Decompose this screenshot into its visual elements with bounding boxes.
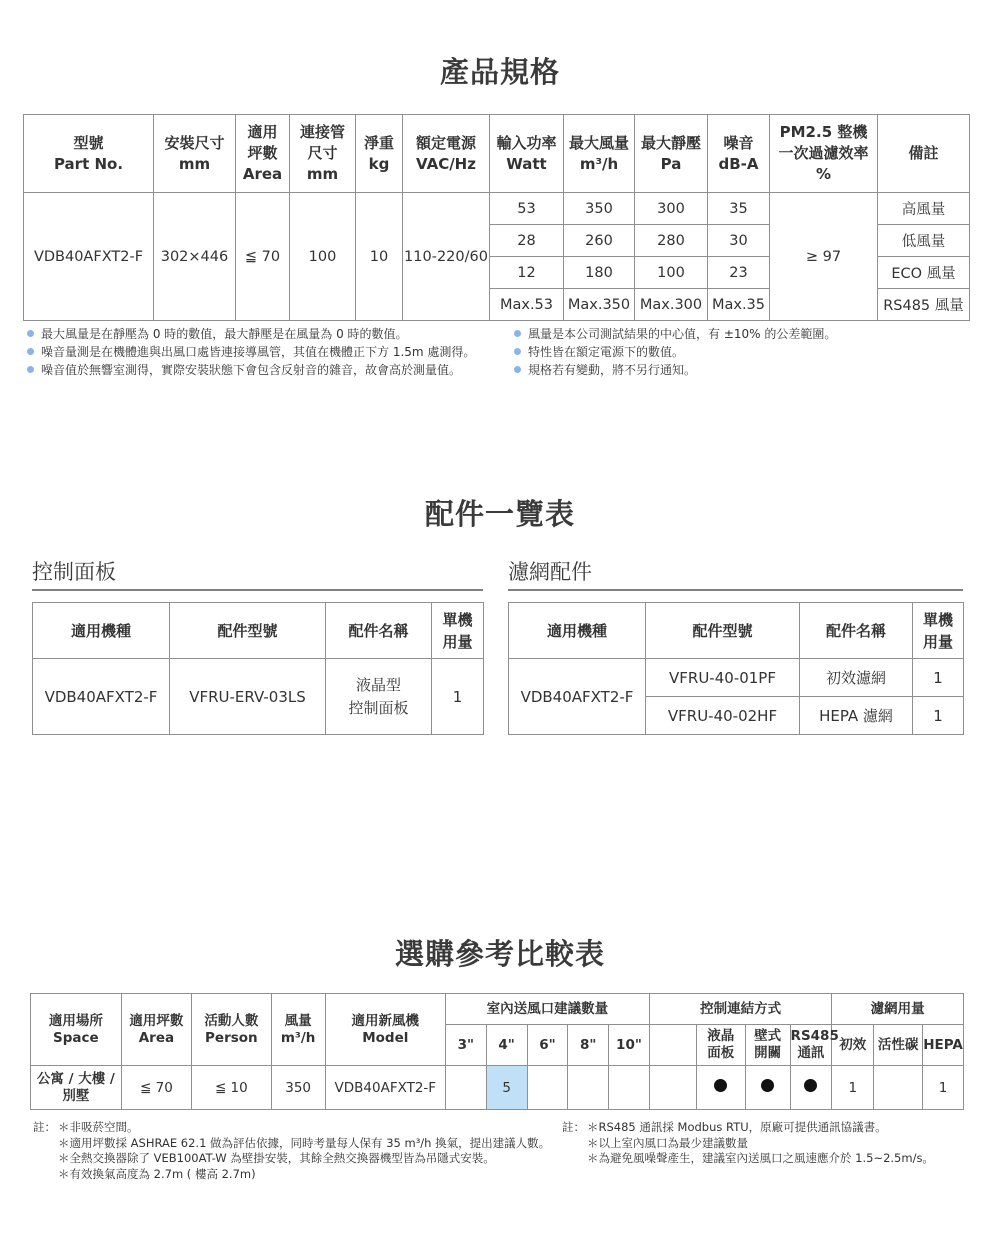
cell-control-lcd <box>696 1066 745 1110</box>
cell-pressure: 280 <box>635 225 708 257</box>
header-airflow: 風量 m³/h <box>271 994 325 1066</box>
header-filter-carbon: 活性碳 <box>874 1025 923 1066</box>
filled-circle-icon <box>761 1079 774 1092</box>
cell-pipe: 100 <box>290 193 356 321</box>
header-pipe: 連接管 尺寸 mm <box>290 115 356 193</box>
cell-filter-primary: 1 <box>832 1066 874 1110</box>
header-control-rs485: RS485 通訊 <box>790 1025 832 1066</box>
header-area: 適用 坪數 Area <box>236 115 290 193</box>
cell-outlet-10 <box>609 1066 650 1110</box>
compare-table <box>30 993 964 1110</box>
header-control-wall: 壁式 開關 <box>745 1025 790 1066</box>
cell-qty: 1 <box>913 659 964 697</box>
filled-circle-icon <box>804 1079 817 1092</box>
header-space: 適用場所 Space <box>31 994 122 1066</box>
cell-outlet-4: 5 <box>486 1066 527 1110</box>
header-weight: 淨重 kg <box>356 115 403 193</box>
cell-filter-carbon <box>874 1066 923 1110</box>
header-control-spacer <box>649 1025 696 1066</box>
cell-pressure: 100 <box>635 257 708 289</box>
cell-input: 12 <box>490 257 564 289</box>
cell-person: ≦ 10 <box>192 1066 272 1110</box>
cell-control-spacer <box>649 1066 696 1110</box>
cell-remark: 高風量 <box>878 193 970 225</box>
bullet-dot-icon <box>514 366 521 373</box>
filter-heading: 濾網配件 <box>508 560 592 584</box>
cell-noise: Max.35 <box>708 289 770 321</box>
header-noise: 噪音 dB-A <box>708 115 770 193</box>
cell-part: VFRU-ERV-03LS <box>170 659 326 735</box>
cell-pressure: Max.300 <box>635 289 708 321</box>
cell-outlet-8 <box>568 1066 609 1110</box>
cell-filter-hepa: 1 <box>923 1066 964 1110</box>
cell-name: HEPA 濾網 <box>800 697 913 735</box>
header-part-name: 配件名稱 <box>326 603 432 659</box>
cell-remark: ECO 風量 <box>878 257 970 289</box>
cell-size: 302×446 <box>154 193 236 321</box>
note-line: ＊全熱交換器除了 VEB100AT-W 為壁掛安裝，其餘全熱交換器機型皆為吊隱式安裝。 <box>58 1151 495 1165</box>
note-item: 最大風量是在靜壓為 0 時的數值，最大靜壓是在風量為 0 時的數值。 <box>25 325 475 343</box>
spec-notes-right <box>512 325 836 379</box>
spec-notes-left <box>25 325 475 379</box>
cell-remark: 低風量 <box>878 225 970 257</box>
header-filter-hepa: HEPA <box>923 1025 964 1066</box>
header-filter-group: 濾網用量 <box>832 994 964 1025</box>
cell-noise: 30 <box>708 225 770 257</box>
header-airflow: 最大風量 m³/h <box>564 115 635 193</box>
header-outlet-group: 室內送風口建議數量 <box>445 994 649 1025</box>
cell-airflow: 350 <box>271 1066 325 1110</box>
header-input: 輸入功率 Watt <box>490 115 564 193</box>
header-part-no: 配件型號 <box>646 603 800 659</box>
cell-noise: 35 <box>708 193 770 225</box>
note-line: ＊RS485 通訊採 Modbus RTU，原廠可提供通訊協議書。 <box>587 1120 887 1134</box>
cell-weight: 10 <box>356 193 403 321</box>
cell-input: 53 <box>490 193 564 225</box>
filter-divider <box>508 589 963 591</box>
note-line: ＊為避免風噪聲產生，建議室內送風口之風速應介於 1.5~2.5m/s。 <box>587 1151 934 1165</box>
bullet-dot-icon <box>27 366 34 373</box>
header-filter-primary: 初效 <box>832 1025 874 1066</box>
header-control-lcd: 液晶 面板 <box>696 1025 745 1066</box>
note-line: ＊有效換氣高度為 2.7m ( 樓高 2.7m) <box>58 1166 256 1181</box>
cell-airflow: 350 <box>564 193 635 225</box>
cell-qty: 1 <box>432 659 484 735</box>
compare-notes-left <box>33 1120 550 1182</box>
cell-power: 110-220/60 <box>403 193 490 321</box>
cell-model: VDB40AFXT2-F <box>509 659 646 735</box>
cell-part: VFRU-40-02HF <box>646 697 800 735</box>
control-panel-divider <box>32 589 483 591</box>
compare-notes-right <box>562 1120 934 1167</box>
control-panel-table <box>32 602 484 735</box>
note-item: 風量是本公司測試結果的中心值，有 ±10% 的公差範圍。 <box>512 325 836 343</box>
note-line: ＊以上室內風口為最少建議數量 <box>587 1135 748 1150</box>
cell-airflow: 180 <box>564 257 635 289</box>
header-remark: 備註 <box>878 115 970 193</box>
notes-label: 註： <box>562 1120 585 1134</box>
spec-title: 產品規格 <box>439 55 560 89</box>
note-line: ＊適用坪數採 ASHRAE 62.1 做為評估依據，同時考量每人保有 35 m³/h 換氣，提出建議人數。 <box>58 1135 551 1150</box>
cell-input: Max.53 <box>490 289 564 321</box>
cell-name: 液晶型 控制面板 <box>326 659 432 735</box>
header-applicable-model: 適用機種 <box>33 603 170 659</box>
header-qty: 單機 用量 <box>432 603 484 659</box>
note-item: 噪音值於無響室測得，實際安裝狀態下會包含反射音的雜音，故會高於測量值。 <box>25 361 475 379</box>
header-outlet-8: 8" <box>568 1025 609 1066</box>
header-model: 型號 Part No. <box>24 115 154 193</box>
header-pm25: PM2.5 整機 一次過濾效率 % <box>770 115 878 193</box>
cell-outlet-6 <box>527 1066 568 1110</box>
cell-part: VFRU-40-01PF <box>646 659 800 697</box>
header-area: 適用坪數 Area <box>121 994 191 1066</box>
filled-circle-icon <box>714 1079 727 1092</box>
cell-area: ≦ 70 <box>121 1066 191 1110</box>
cell-pm25: ≥ 97 <box>770 193 878 321</box>
cell-area: ≦ 70 <box>236 193 290 321</box>
header-outlet-6: 6" <box>527 1025 568 1066</box>
filter-table <box>508 602 964 735</box>
cell-model: VDB40AFXT2-F <box>325 1066 445 1110</box>
note-line: ＊非吸菸空間。 <box>58 1120 139 1134</box>
cell-outlet-3 <box>445 1066 486 1110</box>
header-size: 安裝尺寸 mm <box>154 115 236 193</box>
header-power: 額定電源 VAC/Hz <box>403 115 490 193</box>
header-pressure: 最大靜壓 Pa <box>635 115 708 193</box>
compare-title: 選購參考比較表 <box>394 937 605 971</box>
note-item: 規格若有變動，將不另行通知。 <box>512 361 836 379</box>
cell-control-rs485 <box>790 1066 832 1110</box>
header-person: 活動人數 Person <box>192 994 272 1066</box>
cell-control-wall <box>745 1066 790 1110</box>
header-model: 適用新風機 Model <box>325 994 445 1066</box>
accessories-title: 配件一覽表 <box>424 497 575 531</box>
header-outlet-4: 4" <box>486 1025 527 1066</box>
cell-pressure: 300 <box>635 193 708 225</box>
cell-airflow: Max.350 <box>564 289 635 321</box>
header-part-name: 配件名稱 <box>800 603 913 659</box>
header-part-no: 配件型號 <box>170 603 326 659</box>
cell-input: 28 <box>490 225 564 257</box>
cell-remark: RS485 風量 <box>878 289 970 321</box>
note-item: 噪音量測是在機體進與出風口處皆連接導風管，其值在機體正下方 1.5m 處測得。 <box>25 343 475 361</box>
bullet-dot-icon <box>514 330 521 337</box>
cell-qty: 1 <box>913 697 964 735</box>
bullet-dot-icon <box>27 330 34 337</box>
header-qty: 單機 用量 <box>913 603 964 659</box>
notes-label: 註： <box>33 1120 56 1134</box>
bullet-dot-icon <box>514 348 521 355</box>
header-control-group: 控制連結方式 <box>649 994 831 1025</box>
cell-name: 初效濾網 <box>800 659 913 697</box>
spec-table <box>23 114 970 321</box>
cell-airflow: 260 <box>564 225 635 257</box>
cell-space: 公寓 / 大樓 / 別墅 <box>31 1066 122 1110</box>
cell-model: VDB40AFXT2-F <box>24 193 154 321</box>
control-panel-heading: 控制面板 <box>32 560 116 584</box>
header-outlet-3: 3" <box>445 1025 486 1066</box>
note-item: 特性皆在額定電源下的數值。 <box>512 343 836 361</box>
cell-model: VDB40AFXT2-F <box>33 659 170 735</box>
header-applicable-model: 適用機種 <box>509 603 646 659</box>
cell-noise: 23 <box>708 257 770 289</box>
header-outlet-10: 10" <box>609 1025 650 1066</box>
bullet-dot-icon <box>27 348 34 355</box>
